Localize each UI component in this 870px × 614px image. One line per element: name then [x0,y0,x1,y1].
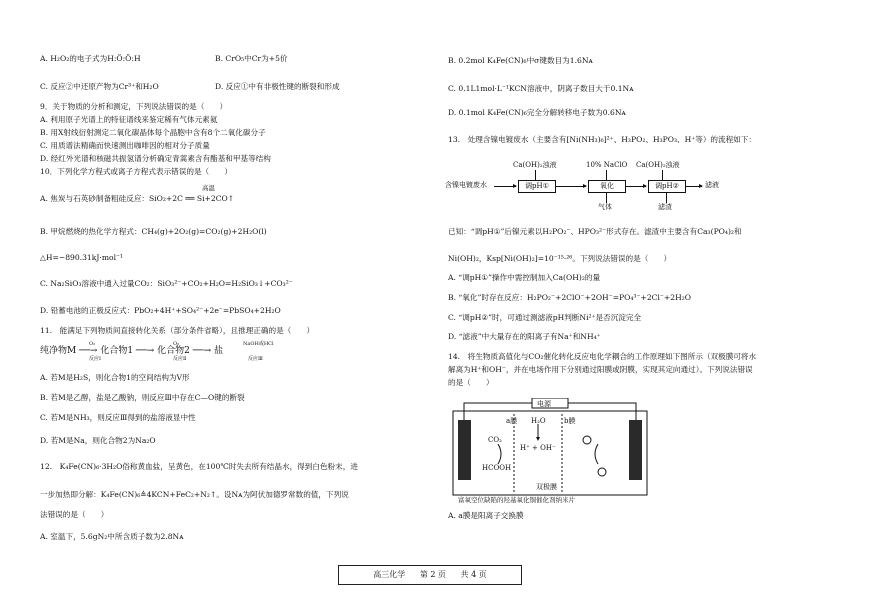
q14-option-a: A. a膜是阳离子交换膜 [448,511,524,520]
q13-option-b: B. “氧化”时存在反应：H₂PO₂⁻+2ClO⁻+2OH⁻=PO₄³⁻+2Cl⁻+2H₂O [448,293,692,302]
q13-option-c: C. “调pH②”时，可通过测滤液pH判断Ni²⁺是否沉淀完全 [448,313,642,322]
q13-known: 已知：“调pH①”后镍元素以H₂PO₂⁻、HPO₃²⁻形式存在。滤渣中主要含有Ca₃(PO₄)₂和 [448,227,742,236]
power-supply: 电源 [537,400,551,408]
flow-gas: 气体 [598,203,612,211]
water-label: H₂O [531,417,546,425]
flow-box-3: 调pH② [648,180,686,193]
flow-arrow-4 [686,186,702,187]
q11-reagent-1: O₂ [89,341,96,347]
q11-reagent-3: NaOH或HCl [243,341,274,347]
q11-option-c: C. 若M是NH₃，则反应Ⅲ得到的盐溶液显中性 [40,413,196,422]
q12-option-b: B. 0.2mol K₄Fe(CN)₆中σ键数目为1.6Nᴀ [448,56,593,65]
q12-stem: 12. K₄Fe(CN)₆·3H₂O俗称黄血盐，呈黄色，在100℃时失去所有结晶水，得到白色粉末，进 [40,462,358,471]
q12-stem-2: 一步加热即分解：K₄Fe(CN)₆≜4KCN+FeC₂+N₂↑。设Nᴀ为阿伏加德罗常数的值，下列说 [40,490,349,499]
flow-start: 含镍电镀废水 [445,181,487,189]
flow-input-1: Ca(OH)₂浊液 [513,161,557,169]
flow-box-2: 氧化 [588,180,626,193]
q14-stem-3: 的是（ ） [448,378,494,387]
flow-arrow-residue [666,193,667,203]
footer-total: 共 4 页 [460,570,487,579]
hcooh-label: HCOOH [482,464,512,472]
q14-stem-2: 解离为H⁺和OH⁻，并在电场作用下分别通过阳膜或阴膜，实现其定向通过）。下列说法错误 [448,365,753,374]
q11-option-b: B. 若M是乙醇，盐是乙酸钠，则反应Ⅲ中存在C—O键的断裂 [40,393,245,402]
q13-option-d: D. “滤液”中大量存在的阳离子有Na⁺和NH₄⁺ [448,332,601,341]
q12-option-c: C. 0.1L1mol·L⁻¹KCN溶液中，阴离子数目大于0.1Nᴀ [448,84,634,93]
q9-stem: 9．关于物质的分析和测定，下列说法错误的是（ ） [40,102,228,111]
q10-option-d: D. 铅蓄电池的正极反应式：PbO₂+4H⁺+SO₄²⁻+2e⁻=PbSO₄+2H₂O [40,306,281,315]
membrane-a: a膜 [506,417,518,425]
q10-option-c: C. Na₂SiO₃溶液中通入过量CO₂：SiO₃²⁻+CO₂+H₂O=H₂SiO₃↓+CO₃²⁻ [40,279,293,288]
q11-step-3: 反应Ⅲ [248,356,263,362]
bipolar-membrane: 双极膜 [536,483,557,491]
flow-arrow-down-3 [662,170,663,180]
q9-option-c: C. 用质谱法精确而快速测出咖啡因的相对分子质量 [40,141,210,150]
q11-conversion-chain: 纯净物M ──→ 化合物1 ──→ 化合物2 ──→ 盐 [40,346,223,356]
q9-option-a: A. 利用原子光谱上的特征谱线来鉴定稀有气体元素氦 [40,115,218,124]
q11-step-1: 反应Ⅰ [89,356,101,362]
flow-arrow-gas [606,193,607,203]
q12-option-a: A. 室温下，5.6gN₂中所含质子数为2.8Nᴀ [40,532,184,541]
q8-option-b: B. CrO₅中Cr为+5价 [215,54,288,63]
flow-input-2: 10% NaClO [586,161,628,169]
page-footer [338,565,522,585]
q13-option-a: A. “调pH①”操作中需控制加入Ca(OH)₂的量 [448,273,601,282]
q13-known-2: Ni(OH)₂，Ksp[Ni(OH)₂]=10⁻¹⁵·²⁶。下列说法错误的是（ ） [448,254,672,263]
footer-subject: 高三化学 [373,570,406,579]
flow-arrow-down-2 [606,170,607,180]
q10a-condition: 高温 [202,184,215,192]
q12-stem-3: 法错误的是（ ） [40,510,109,519]
q9-option-d: D. 经红外光谱和核磁共振氢谱分析确定青蒿素含有酯基和甲基等结构 [40,154,271,163]
co2-label: CO₂ [488,436,502,444]
catalyst-caption: 富氧空位缺陷的羟基氧化铜催化剂纳米片 [458,496,575,504]
flow-arrow-3 [626,186,646,187]
q8-option-a: A. H₂O₂的电子式为H:Ö:Ö:H [40,54,141,63]
q10-option-b-enthalpy: △H=−890.31kJ·mol⁻¹ [40,253,124,262]
q11-option-a: A. 若M是H₂S，则化合物1的空间结构为V形 [40,373,190,382]
flow-box-1: 调pH① [518,180,556,193]
q9-option-b: B. 用X射线衍射测定二氧化碳晶体每个晶胞中含有8个二氧化碳分子 [40,128,266,137]
q8-option-d: D. 反应①中有非极性键的断裂和形成 [215,82,340,91]
q10-option-a: A. 焦炭与石英砂制备粗硅反应：SiO₂+2C ══ Si+2CO↑ [40,194,235,203]
flow-arrow-1 [494,186,516,187]
ions-label: H⁺ + OH⁻ [520,444,556,452]
q11-step-2: 反应Ⅱ [173,356,187,362]
q10-option-b: B. 甲烷燃烧的热化学方程式：CH₄(g)+2O₂(g)=CO₂(g)+2H₂O(l) [40,227,267,236]
q11-reagent-2: O₂ [173,341,180,347]
q10-stem: 10．下列化学方程式或离子方程式表示错误的是（ ） [40,167,232,176]
membrane-b: b膜 [564,417,576,425]
flow-end: 滤液 [705,181,719,189]
q8-option-c: C. 反应②中还原产物为Cr³⁺和H₂O [40,82,159,91]
q13-stem: 13. 处理含镍电镀废水（主要含有[Ni(NH₃)₆]²⁺、H₃PO₂、H₃PO₃、H⁺等）的流程如下： [448,135,756,144]
q14-stem: 14. 将生物质高值化与CO₂催化转化反应电化学耦合的工作原理如下图所示（双极膜可将水 [448,352,757,361]
footer-page: 第 2 页 [419,570,446,579]
q12-option-d: D. 0.1mol K₄Fe(CN)₆完全分解转移电子数为0.6Nᴀ [448,108,626,117]
flow-input-3: Ca(OH)₂浊液 [636,161,680,169]
flow-arrow-down-1 [535,170,536,180]
flow-residue: 滤渣 [658,203,672,211]
q11-option-d: D. 若M是Na，则化合物2为Na₂O [40,436,156,445]
flow-arrow-2 [556,186,586,187]
q14-cell-diagram [452,398,648,506]
q11-stem: 11. 能满足下列物质间直接转化关系（部分条件省略），且推理正确的是（ ） [40,326,315,335]
